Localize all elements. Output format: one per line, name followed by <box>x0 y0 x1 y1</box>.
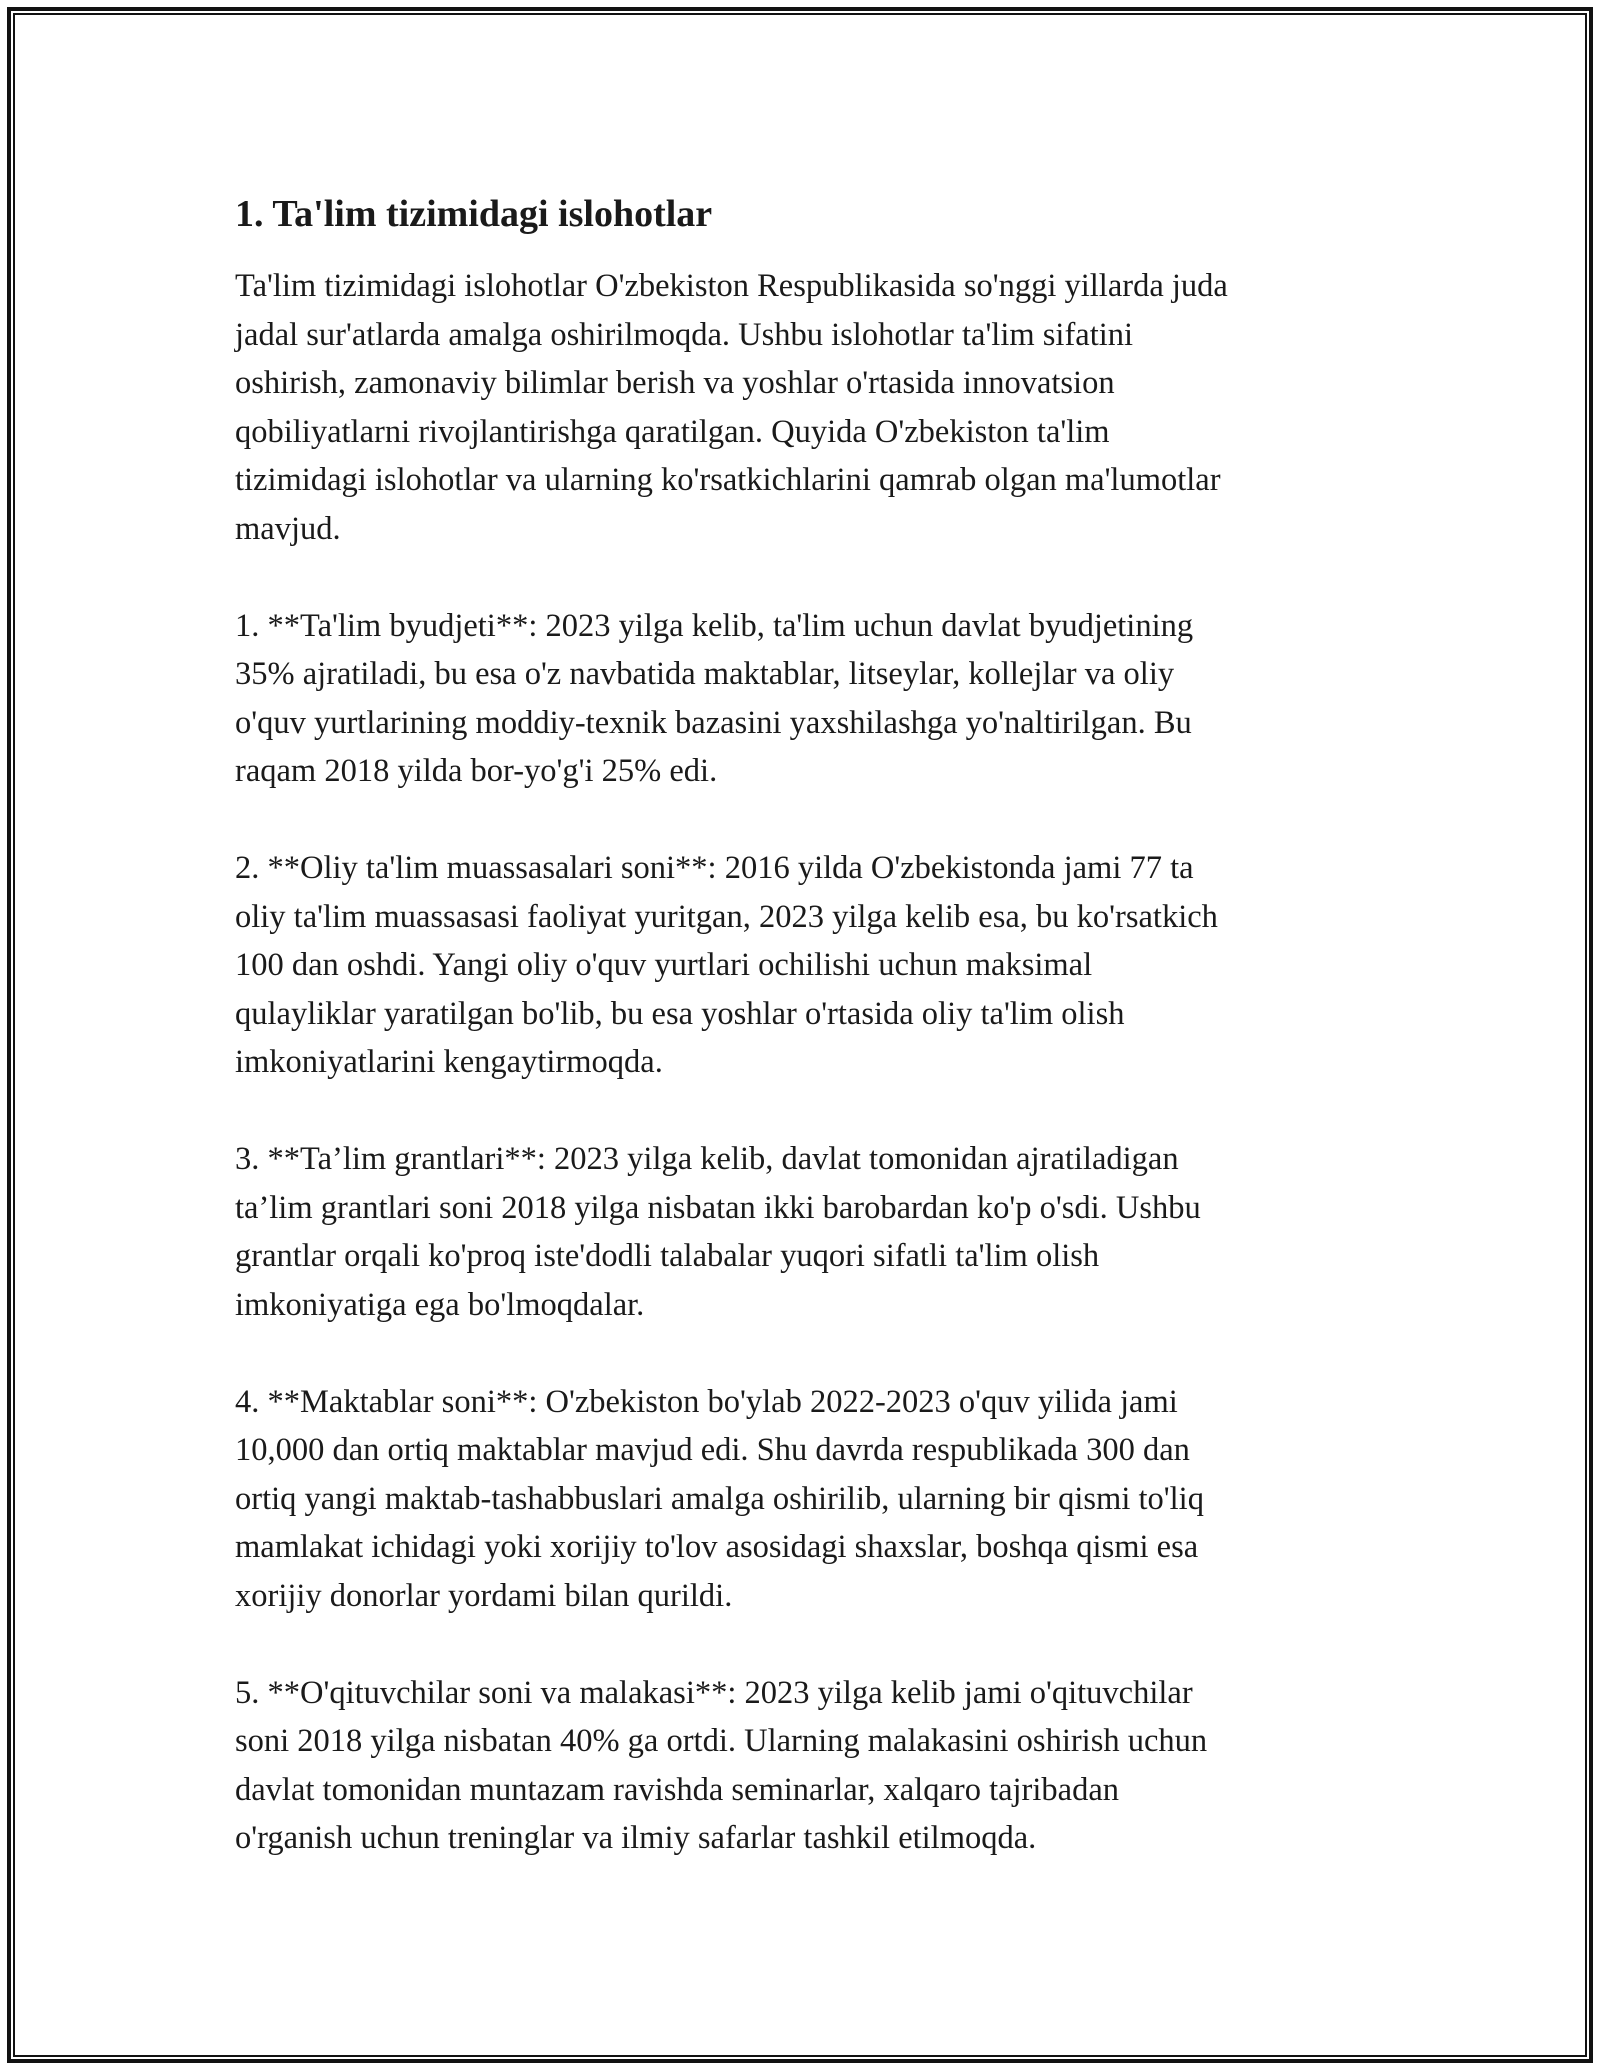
budget-paragraph: 1. **Ta'lim byudjeti**: 2023 yilga kelib, ta'lim uchun davlat byudjetining 35% ajratiladi, bu esa o'z navbatida maktablar, litseylar, kollejlar va oliy o'quv yurtlarining moddiy-texnik bazasini yaxshilashga yo'naltirilgan. Bu raqam 2018 yilda bor-yo'g'i 25% edi. <box>235 607 1194 789</box>
teachers-paragraph: 5. **O'qituvchilar soni va malakasi**: 2023 yilga kelib jami o'qituvchilar soni 2018 yilga nisbatan 40% ga ortdi. Ularning malakasini oshirish uchun davlat tomonidan muntazam ravishda seminarlar, xalqaro tajribadan o'rganish uchun treninglar va ilmiy safarlar tashkil etilmoqda. <box>235 1674 1208 1856</box>
document-body <box>235 190 1365 1911</box>
intro-paragraph: Ta'lim tizimidagi islohotlar O'zbekiston Respublikasida so'nggi yillarda juda jadal sur'atlarda amalga oshirilmoqda. Ushbu islohotlar ta'lim sifatini oshirish, zamonaviy bilimlar berish va yoshlar o'rtasida innovatsion qobiliyatlarni rivojlantirishga qaratilgan. Quyida O'zbekiston ta'lim tizimidagi islohotlar va ularning ko'rsatkichlarini qamrab olgan ma'lumotlar mavjud. <box>235 268 1228 547</box>
higher-education-paragraph: 2. **Oliy ta'lim muassasalari soni**: 2016 yilda O'zbekistonda jami 77 ta oliy ta'lim muassasasi faoliyat yuritgan, 2023 yilga kelib esa, bu ko'rsatkich 100 dan oshdi. Yangi oliy o'quv yurtlari ochilishi uchun maksimal qulayliklar yaratilgan bo'lib, bu esa yoshlar o'rtasida oliy ta'lim olish imkoniyatlarini kengaytirmoqda. <box>235 850 1218 1080</box>
section-heading: 1. Ta'lim tizimidagi islohotlar <box>235 193 713 235</box>
grants-paragraph: 3. **Ta’lim grantlari**: 2023 yilga kelib, davlat tomonidan ajratiladigan ta’lim grantlari soni 2018 yilga nisbatan ikki barobardan ko'p o'sdi. Ushbu grantlar orqali ko'proq iste'dodli talabalar yuqori sifatli ta'lim olish imkoniyatiga ega bo'lmoqdalar. <box>235 1141 1201 1323</box>
schools-paragraph: 4. **Maktablar soni**: O'zbekiston bo'ylab 2022-2023 o'quv yilida jami 10,000 dan ortiq maktablar mavjud edi. Shu davrda respublikada 300 dan ortiq yangi maktab-tashabbuslari amalga oshirilib, ularning bir qismi to'liq mamlakat ichidagi yoki xorijiy to'lov asosidagi shaxslar, boshqa qismi esa xorijiy donorlar yordami bilan qurildi. <box>235 1383 1204 1614</box>
